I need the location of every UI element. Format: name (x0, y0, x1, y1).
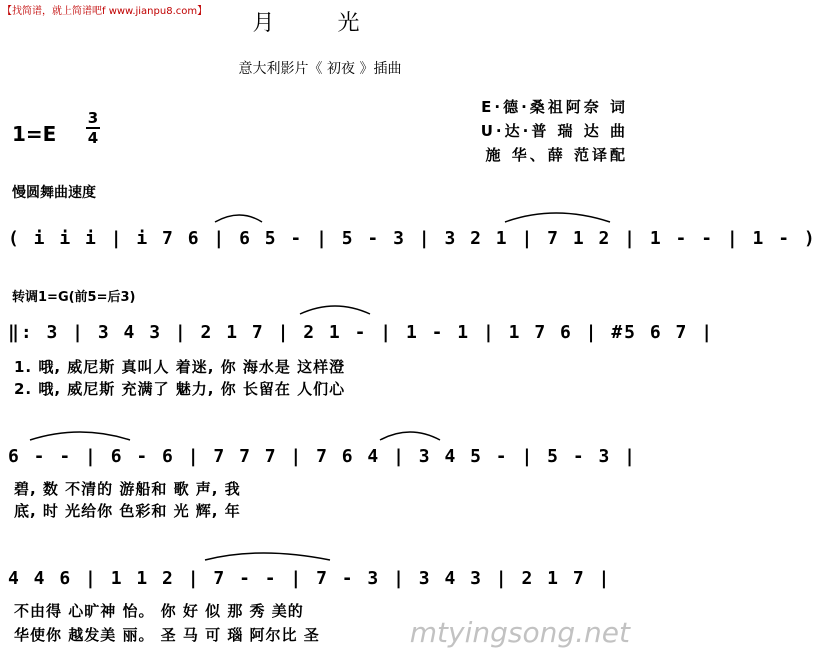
lyric-line-3-verse-2: 华使你 越发美 丽。 圣 马 可 瑙 阿尔比 圣 (14, 626, 320, 644)
lyric-line-3-verse-1: 不由得 心旷神 怡。 你 好 似 那 秀 美的 (14, 602, 304, 620)
slur-line3-1 (205, 553, 330, 560)
watermark: mtyingsong.net (409, 616, 630, 649)
slur-intro-1 (215, 215, 262, 222)
slur-line2-1 (30, 432, 130, 440)
score-line-1: ‖: 3 | 3 4 3 | 2 1 7 | 2 1 - | 1 - 1 | 1 7 6 | #5 6 7 | (8, 322, 715, 343)
slur-line2-2 (380, 432, 440, 440)
lyric-line-1-verse-1: 1. 哦, 威尼斯 真叫人 着迷, 你 海水是 这样澄 (14, 358, 346, 376)
lyric-line-2-verse-1: 碧, 数 不清的 游船和 歌 声, 我 (14, 480, 241, 498)
meter-top: 3 (87, 109, 99, 127)
modulation-marking: 转调1=G(前5=后3) (12, 290, 136, 305)
song-title: 月 光 (252, 11, 388, 36)
lyric-line-1-verse-2: 2. 哦, 威尼斯 充满了 魅力, 你 长留在 人们心 (14, 380, 346, 398)
slur-line1-1 (300, 306, 370, 314)
slur-intro-2 (505, 213, 610, 222)
meter-bottom: 4 (87, 129, 99, 147)
score-line-2: 6 - - | 6 - 6 | 7 7 7 | 7 6 4 | 3 4 5 - | 5 - 3 | (8, 446, 638, 467)
score-intro-line: ( i i i | i 7 6 | 6 5 - | 5 - 3 | 3 2 1 | 7 1 2 | 1 - - | 1 - ) (8, 228, 817, 249)
site-banner: 【找简谱，就上简谱吧f www.jianpu8.com】 (2, 6, 208, 17)
score-line-3: 4 4 6 | 1 1 2 | 7 - - | 7 - 3 | 3 4 3 | 2 1 7 | (8, 568, 612, 589)
key-signature: 1=E (12, 122, 57, 146)
translator-credit: 施 华、薛 范译配 (485, 146, 628, 164)
song-subtitle: 意大利影片《 初夜 》插曲 (238, 61, 402, 77)
lyricist-credit: E·德·桑祖阿奈 词 (481, 98, 628, 116)
lyric-line-2-verse-2: 底, 时 光给你 色彩和 光 辉, 年 (14, 502, 241, 520)
composer-credit: U·达·普 瑞 达 曲 (480, 122, 628, 140)
tempo-marking: 慢圆舞曲速度 (12, 185, 96, 201)
